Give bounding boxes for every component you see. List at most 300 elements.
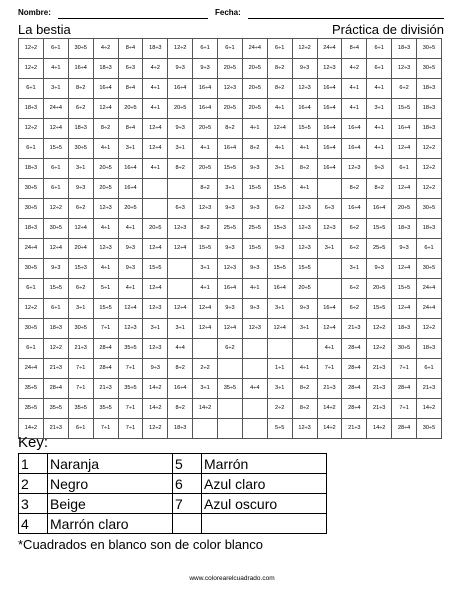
grid-cell: 16÷4: [193, 79, 218, 99]
key-color-name: Beige: [48, 494, 173, 514]
grid-cell: 14÷2: [317, 399, 342, 419]
header-fields: [18, 8, 444, 21]
grid-cell: 3÷1: [267, 159, 292, 179]
grid-cell: 21÷3: [93, 379, 118, 399]
grid-cell: 9÷3: [242, 299, 267, 319]
grid-cell: 12÷4: [118, 299, 143, 319]
grid-cell: 24÷4: [43, 99, 68, 119]
grid-cell: 30÷5: [417, 419, 442, 439]
grid-cell: 8÷4: [118, 119, 143, 139]
grid-cell: 16÷4: [317, 79, 342, 99]
grid-cell: 3÷1: [68, 159, 93, 179]
grid-cell: 6÷1: [392, 159, 417, 179]
grid-cell: 15÷5: [367, 299, 392, 319]
grid-cell: 12÷2: [19, 299, 44, 319]
grid-cell: 4÷1: [118, 219, 143, 239]
grid-cell: 8÷2: [218, 119, 243, 139]
grid-cell: 16÷4: [68, 59, 93, 79]
grid-cell: 12÷3: [342, 159, 367, 179]
grid-cell: 9÷3: [193, 59, 218, 79]
grid-cell: 15÷5: [267, 179, 292, 199]
grid-cell: 4÷1: [143, 99, 168, 119]
grid-cell: 15÷5: [392, 99, 417, 119]
grid-cell: 6÷1: [417, 359, 442, 379]
grid-cell: 28÷4: [342, 379, 367, 399]
grid-cell: 8÷2: [367, 179, 392, 199]
grid-cell: 12÷4: [143, 239, 168, 259]
grid-cell: 18÷3: [417, 219, 442, 239]
grid-cell: 16÷4: [367, 199, 392, 219]
grid-cell: 16÷4: [342, 139, 367, 159]
grid-cell: 12÷3: [143, 299, 168, 319]
grid-cell: 6÷1: [19, 139, 44, 159]
grid-cell: 12÷3: [118, 319, 143, 339]
grid-cell: 16÷4: [267, 279, 292, 299]
grid-cell: 18÷3: [417, 79, 442, 99]
grid-row: [19, 279, 442, 299]
grid-cell: 15÷5: [43, 139, 68, 159]
grid-cell: 30÷5: [392, 339, 417, 359]
grid-cell: 12÷2: [19, 39, 44, 59]
grid-cell: 35÷5: [218, 379, 243, 399]
grid-cell: 4÷1: [292, 359, 317, 379]
grid-cell: 16÷4: [168, 379, 193, 399]
key-color-name: [202, 514, 327, 534]
grid-cell: 15÷3: [267, 219, 292, 239]
grid-cell: 15÷5: [367, 219, 392, 239]
grid-cell: 16÷4: [118, 159, 143, 179]
grid-cell: 8÷4: [118, 79, 143, 99]
grid-cell: 4÷4: [242, 379, 267, 399]
grid-cell: 15÷3: [68, 259, 93, 279]
grid-cell: 5÷1: [93, 279, 118, 299]
grid-cell: 6÷3: [317, 199, 342, 219]
grid-cell: 20÷5: [168, 99, 193, 119]
grid-cell: 15÷5: [218, 159, 243, 179]
grid-cell: 18÷3: [93, 59, 118, 79]
grid-cell: 30÷5: [19, 259, 44, 279]
grid-cell: 4÷1: [367, 79, 392, 99]
grid-cell: 4÷1: [93, 139, 118, 159]
grid-cell: 6÷2: [342, 279, 367, 299]
grid-cell: 6÷1: [19, 279, 44, 299]
grid-cell: 12÷3: [292, 239, 317, 259]
key-number: [173, 514, 202, 534]
grid-cell: 21÷3: [317, 379, 342, 399]
grid-cell: 35÷5: [118, 379, 143, 399]
grid-cell: 20÷4: [68, 239, 93, 259]
grid-cell: 18÷3: [19, 159, 44, 179]
grid-cell: 12÷2: [417, 139, 442, 159]
grid-cell: 4÷1: [43, 59, 68, 79]
grid-row: [19, 79, 442, 99]
grid-cell: 20÷5: [392, 199, 417, 219]
grid-row: [19, 339, 442, 359]
grid-cell: 9÷3: [168, 119, 193, 139]
grid-cell: 12÷2: [367, 339, 392, 359]
name-field-line[interactable]: [58, 18, 208, 19]
grid-cell: 12÷4: [267, 119, 292, 139]
grid-cell: 6÷1: [43, 159, 68, 179]
grid-cell: 3÷1: [193, 379, 218, 399]
grid-cell: 35÷5: [68, 399, 93, 419]
grid-cell: 12÷4: [168, 239, 193, 259]
grid-cell: [317, 179, 342, 199]
grid-cell: 12÷2: [19, 59, 44, 79]
grid-cell: 24÷4: [19, 239, 44, 259]
grid-cell: 15÷5: [193, 239, 218, 259]
grid-cell: 12÷3: [292, 79, 317, 99]
grid-row: [19, 99, 442, 119]
grid-cell: 6÷2: [68, 279, 93, 299]
grid-cell: 18÷3: [417, 99, 442, 119]
key-row: [19, 474, 327, 494]
grid-cell: 7÷1: [392, 399, 417, 419]
grid-cell: 16÷4: [118, 179, 143, 199]
grid-cell: 8÷2: [342, 179, 367, 199]
grid-cell: 16÷4: [317, 299, 342, 319]
grid-row: [19, 199, 442, 219]
grid-cell: 7÷1: [118, 359, 143, 379]
key-number: 7: [173, 494, 202, 514]
grid-cell: 6÷2: [68, 199, 93, 219]
grid-cell: 12÷3: [168, 219, 193, 239]
grid-cell: 12÷4: [317, 319, 342, 339]
grid-cell: 20÷5: [118, 199, 143, 219]
grid-cell: 8÷2: [292, 399, 317, 419]
name-label: Nombre:: [18, 8, 51, 17]
grid-cell: 12÷3: [317, 59, 342, 79]
key-title: Key:: [18, 434, 49, 451]
grid-cell: [193, 339, 218, 359]
grid-cell: 12÷4: [168, 299, 193, 319]
grid-cell: 6÷3: [118, 59, 143, 79]
grid-cell: 9÷3: [267, 239, 292, 259]
grid-cell: 4÷1: [267, 99, 292, 119]
grid-cell: 20÷5: [242, 79, 267, 99]
grid-cell: 9÷3: [242, 259, 267, 279]
grid-cell: 12÷4: [392, 259, 417, 279]
grid-cell: 30÷5: [19, 319, 44, 339]
grid-cell: 8÷2: [168, 159, 193, 179]
grid-cell: 12÷4: [193, 319, 218, 339]
grid-cell: 3÷1: [118, 139, 143, 159]
grid-cell: 28÷4: [342, 399, 367, 419]
division-grid: [18, 38, 442, 439]
grid-cell: 6÷1: [68, 419, 93, 439]
grid-cell: 9÷3: [168, 59, 193, 79]
grid-cell: 12÷3: [292, 199, 317, 219]
grid-cell: 12÷2: [168, 39, 193, 59]
grid-cell: 25÷5: [367, 239, 392, 259]
grid-row: [19, 259, 442, 279]
grid-cell: 3÷1: [317, 239, 342, 259]
grid-cell: 18÷3: [168, 419, 193, 439]
grid-cell: 9÷3: [392, 239, 417, 259]
grid-cell: 18÷3: [417, 339, 442, 359]
grid-cell: 4÷1: [143, 79, 168, 99]
grid-row: [19, 179, 442, 199]
grid-cell: 21÷3: [68, 339, 93, 359]
grid-cell: 8÷2: [242, 139, 267, 159]
grid-cell: 28÷4: [93, 339, 118, 359]
grid-cell: 3÷1: [342, 259, 367, 279]
grid-cell: [267, 339, 292, 359]
grid-row: [19, 359, 442, 379]
grid-cell: 20÷5: [292, 279, 317, 299]
grid-cell: 4÷2: [93, 39, 118, 59]
grid-cell: 12÷2: [43, 199, 68, 219]
grid-cell: 9÷3: [218, 199, 243, 219]
grid-cell: 30÷5: [68, 39, 93, 59]
grid-cell: 3÷1: [193, 259, 218, 279]
grid-cell: [218, 419, 243, 439]
grid-cell: 2÷2: [267, 399, 292, 419]
grid-cell: [218, 399, 243, 419]
grid-cell: 12÷3: [193, 199, 218, 219]
grid-row: [19, 319, 442, 339]
grid-cell: 3÷1: [68, 299, 93, 319]
grid-cell: 15÷5: [267, 259, 292, 279]
grid-cell: 28÷4: [392, 419, 417, 439]
title-row: [18, 22, 444, 38]
grid-cell: 7÷1: [118, 419, 143, 439]
grid-cell: 7÷1: [317, 359, 342, 379]
key-color-name: Naranja: [48, 454, 173, 474]
grid-cell: 7÷1: [118, 399, 143, 419]
grid-cell: 4÷1: [267, 139, 292, 159]
grid-cell: 7÷1: [392, 359, 417, 379]
grid-cell: 21÷3: [417, 379, 442, 399]
grid-cell: 4÷2: [143, 59, 168, 79]
key-number: 6: [173, 474, 202, 494]
grid-cell: 14÷2: [193, 399, 218, 419]
grid-cell: 6÷1: [267, 39, 292, 59]
grid-cell: [168, 179, 193, 199]
grid-cell: 8÷2: [68, 79, 93, 99]
grid-cell: 6÷3: [168, 199, 193, 219]
grid-cell: 9÷3: [43, 259, 68, 279]
key-row: [19, 514, 327, 534]
grid-cell: 35÷5: [93, 399, 118, 419]
grid-cell: 4÷1: [342, 79, 367, 99]
grid-cell: 4÷1: [143, 159, 168, 179]
grid-cell: 16÷4: [218, 279, 243, 299]
grid-cell: 9÷3: [143, 359, 168, 379]
grid-cell: 12÷4: [267, 319, 292, 339]
grid-cell: 30÷5: [417, 39, 442, 59]
grid-cell: 20÷5: [218, 59, 243, 79]
grid-cell: 15÷5: [43, 279, 68, 299]
grid-cell: 12÷2: [43, 339, 68, 359]
grid-row: [19, 159, 442, 179]
grid-cell: 16÷4: [317, 159, 342, 179]
grid-cell: 30÷5: [68, 139, 93, 159]
grid-cell: 12÷4: [143, 279, 168, 299]
grid-cell: 12÷3: [93, 239, 118, 259]
grid-cell: 4÷4: [168, 339, 193, 359]
grid-cell: 4÷1: [342, 99, 367, 119]
grid-cell: [218, 359, 243, 379]
grid-cell: 18÷3: [392, 219, 417, 239]
grid-cell: 6÷1: [367, 59, 392, 79]
grid-cell: 25÷5: [242, 219, 267, 239]
grid-cell: 20÷5: [193, 119, 218, 139]
key-number: 4: [19, 514, 48, 534]
grid-cell: 12÷4: [218, 319, 243, 339]
grid-cell: 12÷3: [242, 319, 267, 339]
key-color-name: Azul oscuro: [202, 494, 327, 514]
grid-row: [19, 419, 442, 439]
grid-cell: [292, 339, 317, 359]
grid-cell: 6÷2: [218, 339, 243, 359]
grid-cell: 12÷4: [392, 139, 417, 159]
grid-cell: 20÷5: [193, 159, 218, 179]
grid-cell: 9÷3: [118, 239, 143, 259]
grid-cell: 28÷4: [43, 379, 68, 399]
grid-cell: [143, 179, 168, 199]
grid-cell: 16÷4: [218, 139, 243, 159]
grid-cell: 3÷1: [267, 379, 292, 399]
grid-cell: 9÷3: [242, 159, 267, 179]
grid-cell: 9÷3: [292, 299, 317, 319]
date-field-line[interactable]: [248, 18, 444, 19]
grid-cell: 12÷2: [417, 319, 442, 339]
website-footer: www.colorearelcuadrado.com: [189, 575, 275, 582]
grid-cell: 8÷2: [193, 219, 218, 239]
grid-cell: 21÷3: [342, 419, 367, 439]
grid-cell: 30÷5: [43, 219, 68, 239]
grid-cell: 20÷5: [367, 279, 392, 299]
grid-row: [19, 299, 442, 319]
grid-cell: 20÷5: [118, 99, 143, 119]
grid-cell: 4÷1: [118, 279, 143, 299]
grid-cell: 30÷5: [417, 59, 442, 79]
grid-cell: 30÷5: [19, 179, 44, 199]
grid-cell: 6÷2: [68, 99, 93, 119]
grid-cell: [168, 279, 193, 299]
grid-cell: [193, 419, 218, 439]
grid-cell: 16÷4: [342, 119, 367, 139]
grid-cell: 6÷1: [43, 39, 68, 59]
grid-cell: 16÷4: [392, 119, 417, 139]
key-number: 3: [19, 494, 48, 514]
grid-cell: 8÷2: [93, 119, 118, 139]
grid-cell: 18÷3: [19, 99, 44, 119]
grid-cell: 20÷5: [93, 159, 118, 179]
grid-cell: 3÷1: [292, 319, 317, 339]
grid-cell: 6÷1: [19, 79, 44, 99]
grid-cell: 5÷5: [267, 419, 292, 439]
grid-cell: 9÷3: [68, 179, 93, 199]
grid-cell: 9÷3: [292, 59, 317, 79]
grid-cell: 18÷3: [143, 39, 168, 59]
grid-cell: 6÷1: [417, 239, 442, 259]
grid-cell: 18÷3: [392, 39, 417, 59]
grid-cell: 12÷3: [218, 259, 243, 279]
grid-cell: 14÷2: [143, 379, 168, 399]
grid-cell: 15÷5: [242, 179, 267, 199]
grid-cell: 16÷4: [317, 99, 342, 119]
key-number: 2: [19, 474, 48, 494]
grid-cell: 6÷1: [193, 39, 218, 59]
grid-cell: [317, 279, 342, 299]
grid-cell: 24÷4: [417, 299, 442, 319]
grid-cell: 3÷1: [168, 139, 193, 159]
grid-cell: [242, 339, 267, 359]
grid-cell: 20÷5: [242, 99, 267, 119]
color-key-table: [18, 453, 327, 534]
grid-cell: 4÷1: [242, 119, 267, 139]
grid-cell: 12÷4: [143, 139, 168, 159]
key-color-name: Marrón: [202, 454, 327, 474]
grid-cell: 20÷5: [143, 219, 168, 239]
grid-cell: [143, 199, 168, 219]
grid-cell: 28÷4: [392, 379, 417, 399]
grid-cell: 8÷2: [193, 179, 218, 199]
grid-cell: 12÷3: [292, 419, 317, 439]
grid-cell: 8÷4: [118, 39, 143, 59]
grid-row: [19, 139, 442, 159]
grid-cell: 35÷5: [19, 399, 44, 419]
grid-cell: 9÷3: [367, 159, 392, 179]
grid-cell: 18÷3: [417, 119, 442, 139]
grid-row: [19, 59, 442, 79]
grid-cell: 30÷5: [68, 319, 93, 339]
grid-cell: 9÷3: [242, 199, 267, 219]
key-row: [19, 494, 327, 514]
footnote: *Cuadrados en blanco son de color blanco: [18, 537, 264, 552]
grid-row: [19, 399, 442, 419]
grid-cell: 35÷5: [19, 379, 44, 399]
grid-cell: 12÷4: [93, 99, 118, 119]
grid-cell: 14÷2: [317, 419, 342, 439]
grid-cell: 21÷3: [367, 359, 392, 379]
grid-cell: 24÷4: [417, 279, 442, 299]
grid-cell: 30÷5: [19, 199, 44, 219]
date-label: Fecha:: [215, 8, 241, 17]
grid-cell: [317, 259, 342, 279]
worksheet-title: La bestia: [18, 22, 71, 37]
grid-cell: 4÷1: [193, 139, 218, 159]
grid-cell: 6÷1: [43, 179, 68, 199]
grid-cell: 18÷3: [392, 319, 417, 339]
grid-cell: 18÷3: [19, 219, 44, 239]
grid-cell: 8÷2: [292, 379, 317, 399]
grid-cell: 8÷2: [267, 59, 292, 79]
grid-cell: 15÷5: [392, 279, 417, 299]
grid-cell: 12÷3: [218, 79, 243, 99]
grid-cell: 3÷1: [218, 179, 243, 199]
grid-row: [19, 379, 442, 399]
grid-cell: 6÷1: [218, 39, 243, 59]
grid-cell: 18÷3: [43, 319, 68, 339]
grid-cell: 15÷5: [143, 259, 168, 279]
grid-cell: 25÷5: [218, 219, 243, 239]
grid-cell: 8÷4: [342, 39, 367, 59]
grid-cell: 4÷1: [93, 219, 118, 239]
grid-cell: 4÷1: [367, 139, 392, 159]
grid-cell: 6÷2: [342, 219, 367, 239]
key-color-name: Marrón claro: [48, 514, 173, 534]
grid-cell: 7÷1: [93, 419, 118, 439]
grid-cell: 21÷3: [367, 399, 392, 419]
grid-cell: 12÷3: [317, 219, 342, 239]
grid-cell: 9÷3: [367, 259, 392, 279]
grid-cell: 14÷2: [367, 419, 392, 439]
grid-cell: 16÷4: [317, 119, 342, 139]
grid-cell: 14÷2: [417, 399, 442, 419]
